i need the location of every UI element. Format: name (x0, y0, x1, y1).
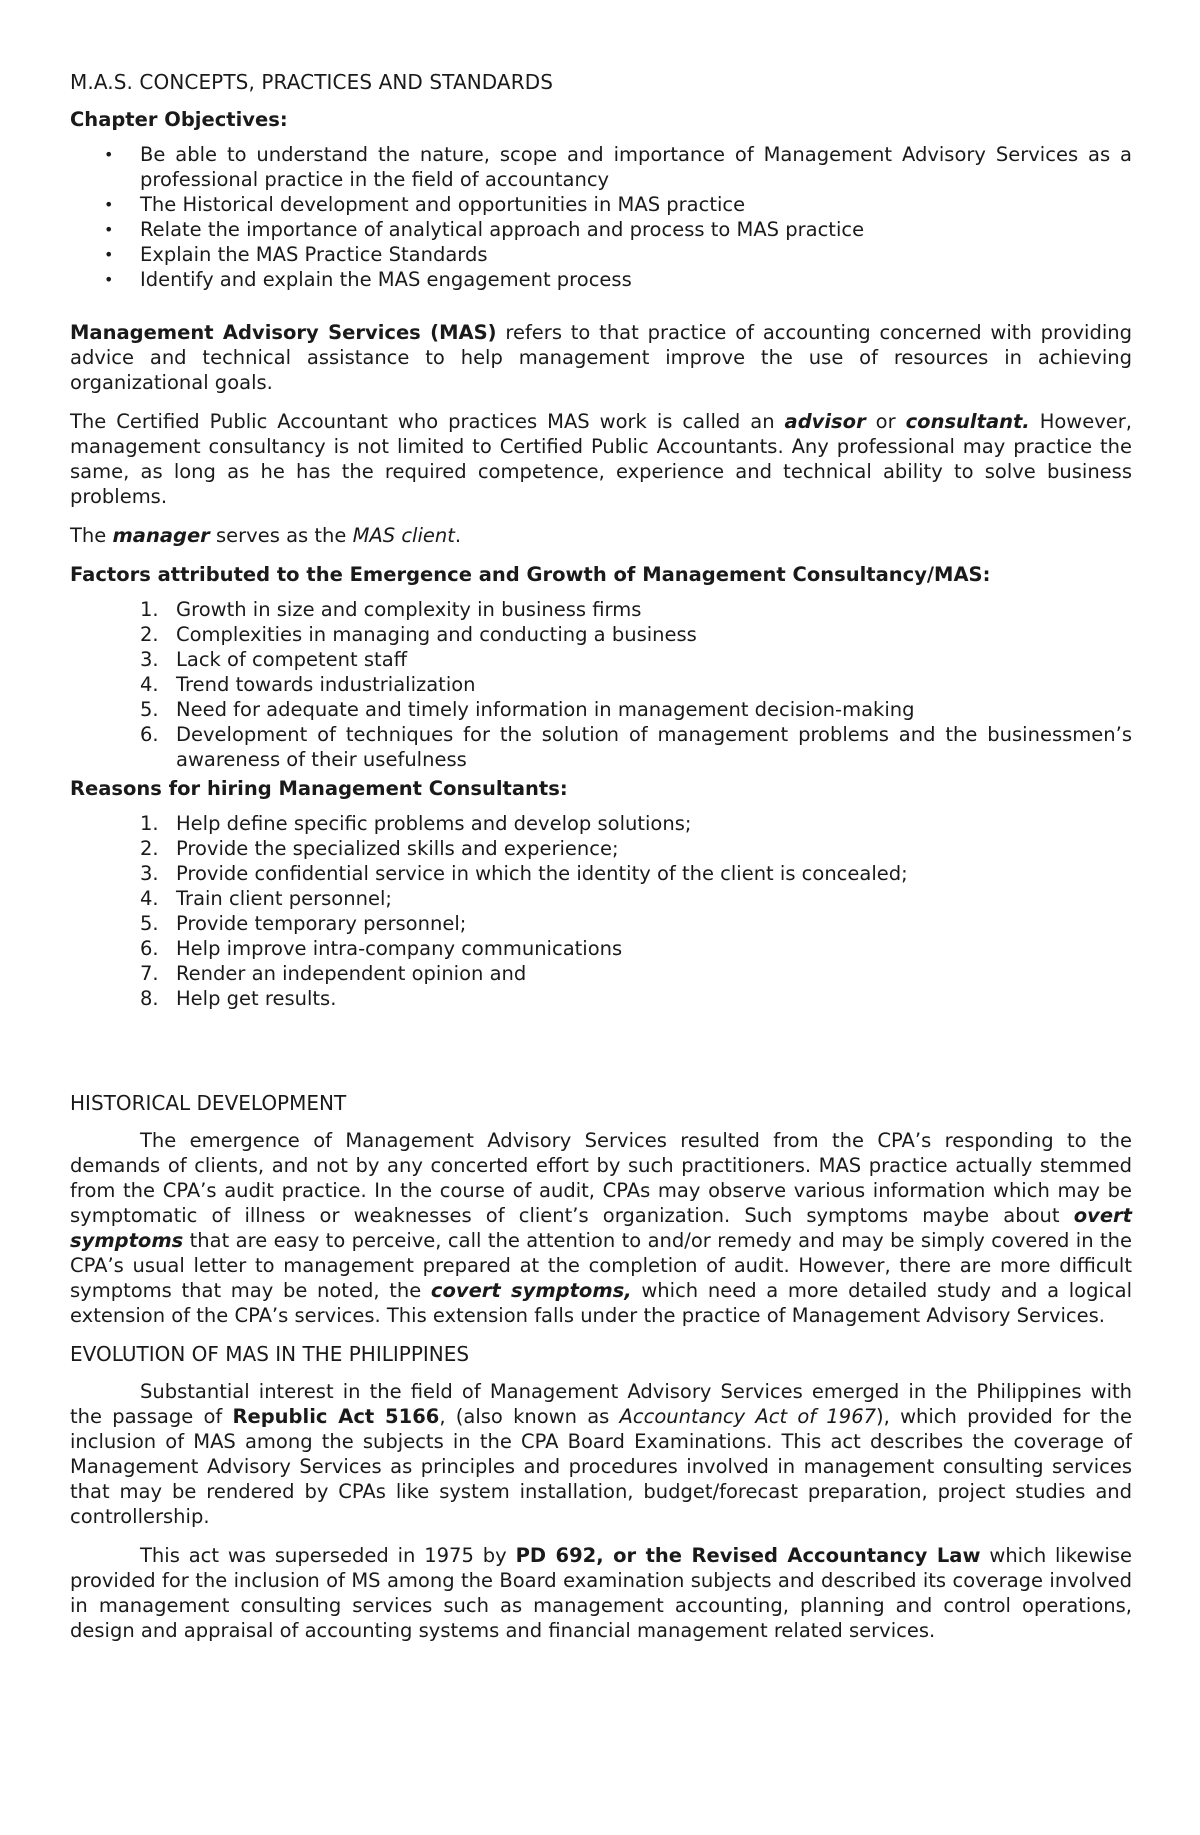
reason-number: 7. (140, 962, 159, 985)
historical-heading: HISTORICAL DEVELOPMENT (70, 1091, 347, 1115)
republic-act-term: Republic Act 5166 (232, 1405, 440, 1428)
manager-paragraph (70, 523, 1132, 548)
evolution-text-1c: ), which provided for the inclusion of MAS among the subjects in the CPA Board Examinations. This act describes the coverage of Management Advisory Services as principles and procedures involved in management consulting services that may be rendered by CPAs like system installation, budget/forecast preparation, project studies and controllership. (70, 1405, 1132, 1528)
evolution-paragraph-1 (70, 1379, 1132, 1529)
reason-number: 6. (140, 937, 159, 960)
factors-list (70, 597, 1132, 772)
covert-symptoms-term: covert symptoms, (430, 1279, 632, 1302)
reason-text: Provide confidential service in which the identity of the client is concealed; (176, 862, 908, 885)
pd-692-term: PD 692, or the Revised Accountancy Law (515, 1544, 981, 1567)
mas-client-term: MAS client (352, 524, 455, 547)
factor-item (70, 597, 1132, 622)
factor-number: 1. (140, 598, 159, 621)
reasons-list (70, 811, 1132, 1011)
reason-item (70, 811, 1132, 836)
reason-item (70, 986, 1132, 1011)
factor-number: 3. (140, 648, 159, 671)
advisor-or: or (865, 410, 906, 433)
historical-text-1: The emergence of Management Advisory Services resulted from the CPA’s responding to the demands of clients, and not by any concerted effort by such practitioners. MAS practice actually stemmed from the CPA’s audit practice. In the course of audit, CPAs may observe various information which may be symptomatic of illness or weaknesses of client’s organization. Such symptoms maybe about (70, 1129, 1132, 1227)
reason-item (70, 911, 1132, 936)
evolution-text-2b: which likewise provided for the inclusion of MS among the Board examination subjects and described its coverage involved in management consulting services such as management accounting, planning and control operations, design and appraisal of accounting systems and financial management related services. (70, 1544, 1133, 1642)
reasons-heading: Reasons for hiring Management Consultants: (70, 777, 568, 800)
factor-item (70, 672, 1132, 697)
factor-text: Development of techniques for the solution of management problems and the businessmen’s awareness of their usefulness (176, 723, 1132, 771)
objective-item: • Be able to understand the nature, scope and importance of Management Advisory Services as a professional practice in the field of accountancy (70, 142, 1132, 192)
factor-text: Lack of competent staff (176, 648, 408, 671)
manager-end: . (454, 524, 462, 547)
reason-text: Help improve intra-company communications (176, 937, 623, 960)
factor-item (70, 647, 1132, 672)
historical-paragraph (70, 1128, 1132, 1328)
evolution-text-1a: Substantial interest in the field of Management Advisory Services emerged in the Philippines with the passage of (70, 1380, 1132, 1428)
factor-text: Growth in size and complexity in business firms (176, 598, 642, 621)
factors-heading: Factors attributed to the Emergence and Growth of Management Consultancy/MAS: (70, 563, 991, 586)
mas-definition-text: refers to that practice of accounting concerned with providing advice and technical assistance to help management improve the use of resources in achieving organizational goals. (70, 321, 1132, 394)
factor-item (70, 722, 1132, 772)
manager-the: The (70, 524, 113, 547)
evolution-paragraph-2 (70, 1543, 1132, 1643)
reason-text: Train client personnel; (176, 887, 392, 910)
reason-text: Render an independent opinion and (176, 962, 527, 985)
overt-symptoms-term: overt symptoms (70, 1204, 1132, 1252)
advisor-term: advisor (784, 410, 866, 433)
objective-item: • Explain the MAS Practice Standards (70, 242, 1132, 267)
reason-item (70, 961, 1132, 986)
accountancy-act-term: Accountancy Act of 1967 (619, 1405, 877, 1428)
advisor-paragraph (70, 409, 1132, 509)
mas-term: Management Advisory Services (MAS) (70, 321, 497, 344)
reason-number: 4. (140, 887, 159, 910)
manager-term: manager (112, 524, 210, 547)
factor-text: Trend towards industrialization (176, 673, 476, 696)
consultant-term: consultant. (905, 410, 1030, 433)
evolution-text-1b: , (also known as (439, 1405, 620, 1428)
section-spacer (70, 1011, 1132, 1091)
objectives-heading: Chapter Objectives: (70, 108, 288, 131)
reason-number: 3. (140, 862, 159, 885)
mas-definition-paragraph (70, 320, 1132, 395)
factor-item (70, 622, 1132, 647)
reason-text: Help get results. (176, 987, 337, 1010)
factor-number: 5. (140, 698, 159, 721)
objective-item: • Identify and explain the MAS engagement process (70, 267, 1132, 292)
reason-number: 2. (140, 837, 159, 860)
reason-number: 8. (140, 987, 159, 1010)
reason-item (70, 886, 1132, 911)
evolution-text-2a: This act was superseded in 1975 by (140, 1544, 516, 1567)
factor-text: Complexities in managing and conducting a business (176, 623, 697, 646)
historical-text-2: that are easy to perceive, call the attention to and/or remedy and may be simply covered in the CPA’s usual letter to management prepared at the completion of audit. However, there are more difficult symptoms that may be noted, the (70, 1229, 1132, 1302)
reason-item (70, 836, 1132, 861)
factor-number: 2. (140, 623, 159, 646)
objectives-list (70, 142, 1132, 292)
reason-item (70, 936, 1132, 961)
factor-text: Need for adequate and timely information in management decision-making (176, 698, 915, 721)
manager-middle: serves as the (209, 524, 353, 547)
reason-text: Help define specific problems and develop solutions; (176, 812, 692, 835)
reason-number: 5. (140, 912, 159, 935)
factor-item (70, 697, 1132, 722)
factor-number: 6. (140, 723, 159, 746)
reason-item (70, 861, 1132, 886)
historical-text-3: which need a more detailed study and a logical extension of the CPA’s services. This extension falls under the practice of Management Advisory Services. (70, 1279, 1132, 1327)
reason-text: Provide temporary personnel; (176, 912, 467, 935)
objective-item: • The Historical development and opportunities in MAS practice (70, 192, 1132, 217)
document-title: M.A.S. CONCEPTS, PRACTICES AND STANDARDS (70, 70, 554, 94)
objective-item: • Relate the importance of analytical approach and process to MAS practice (70, 217, 1132, 242)
reason-text: Provide the specialized skills and experience; (176, 837, 619, 860)
advisor-text-1: The Certified Public Accountant who practices MAS work is called an (70, 410, 785, 433)
factor-number: 4. (140, 673, 159, 696)
reason-number: 1. (140, 812, 159, 835)
evolution-heading: EVOLUTION OF MAS IN THE PHILIPPINES (70, 1342, 470, 1366)
advisor-text-2: However, management consultancy is not limited to Certified Public Accountants. Any professional may practice the same, as long as he has the required competence, experience and technical ability to solve business problems. (70, 410, 1132, 508)
